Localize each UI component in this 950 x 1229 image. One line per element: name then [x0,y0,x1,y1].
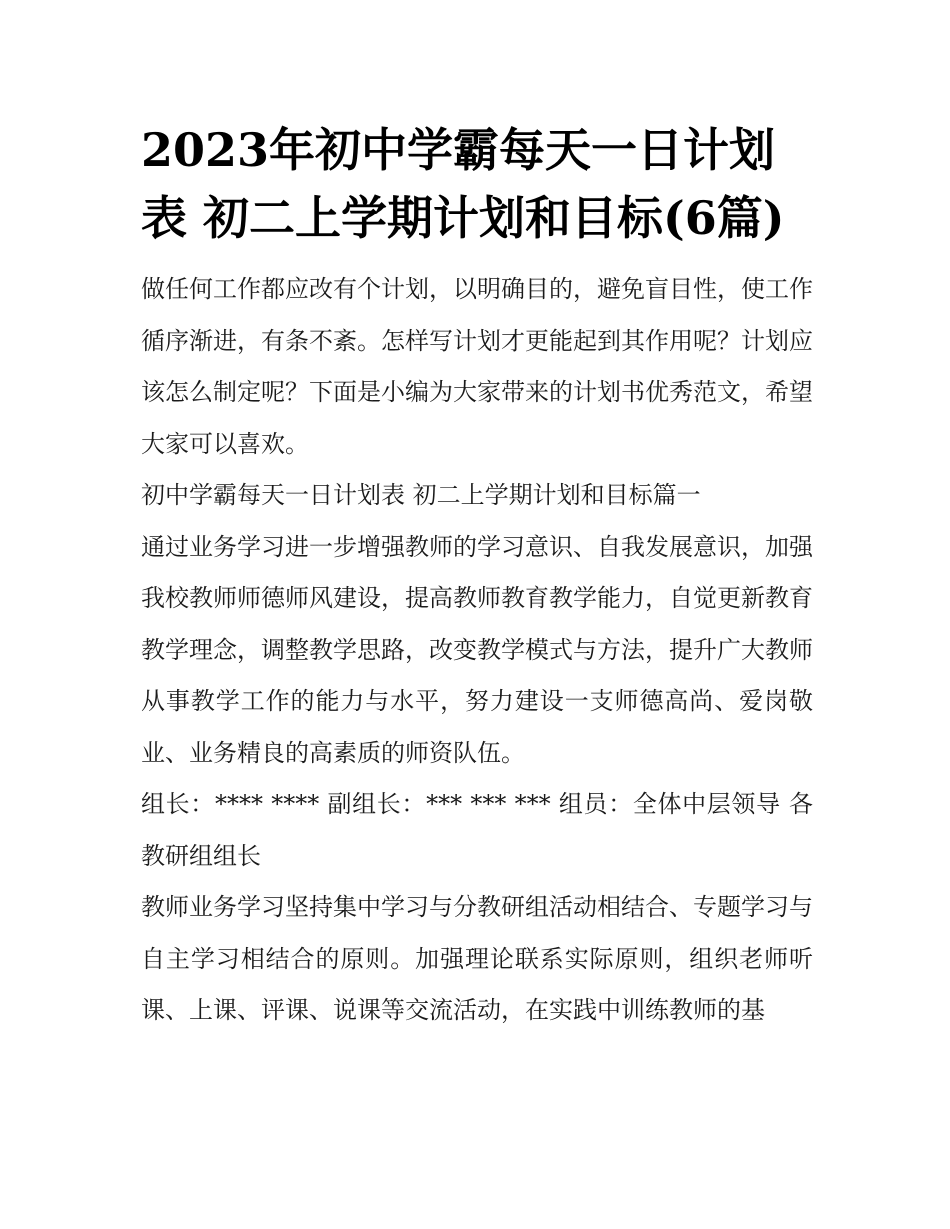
paragraph-principles: 教师业务学习坚持集中学习与分教研组活动相结合、专题学习与自主学习相结合的原则。加强理论联系实际原则，组织老师听课、上课、评课、说课等交流活动，在实践中训练教师的基 [141,893,813,1024]
paragraph-members: 组长：**** **** 副组长：*** *** *** 组员：全体中层领导 各教研组组长 [141,790,813,870]
document-body [141,116,813,1037]
paragraph-intro: 做任何工作都应改有个计划，以明确目的，避免盲目性，使工作循序渐进，有条不紊。怎样写计划才更能起到其作用呢？计划应该怎么制定呢？下面是小编为大家带来的计划书优秀范文，希望大家可以喜欢。 [141,275,813,458]
paragraph-goals: 通过业务学习进一步增强教师的学习意识、自我发展意识，加强我校教师师德师风建设，提高教师教育教学能力，自觉更新教育教学理念，调整教学思路，改变教学模式与方法，提升广大教师从事教学工作的能力与水平，努力建设一支师德高尚、爱岗敬业、业务精良的高素质的师资队伍。 [141,532,813,767]
section-heading: 初中学霸每天一日计划表 初二上学期计划和目标篇一 [141,481,701,509]
document-title: 2023年初中学霸每天一日计划表 初二上学期计划和目标(6篇) [141,123,785,245]
